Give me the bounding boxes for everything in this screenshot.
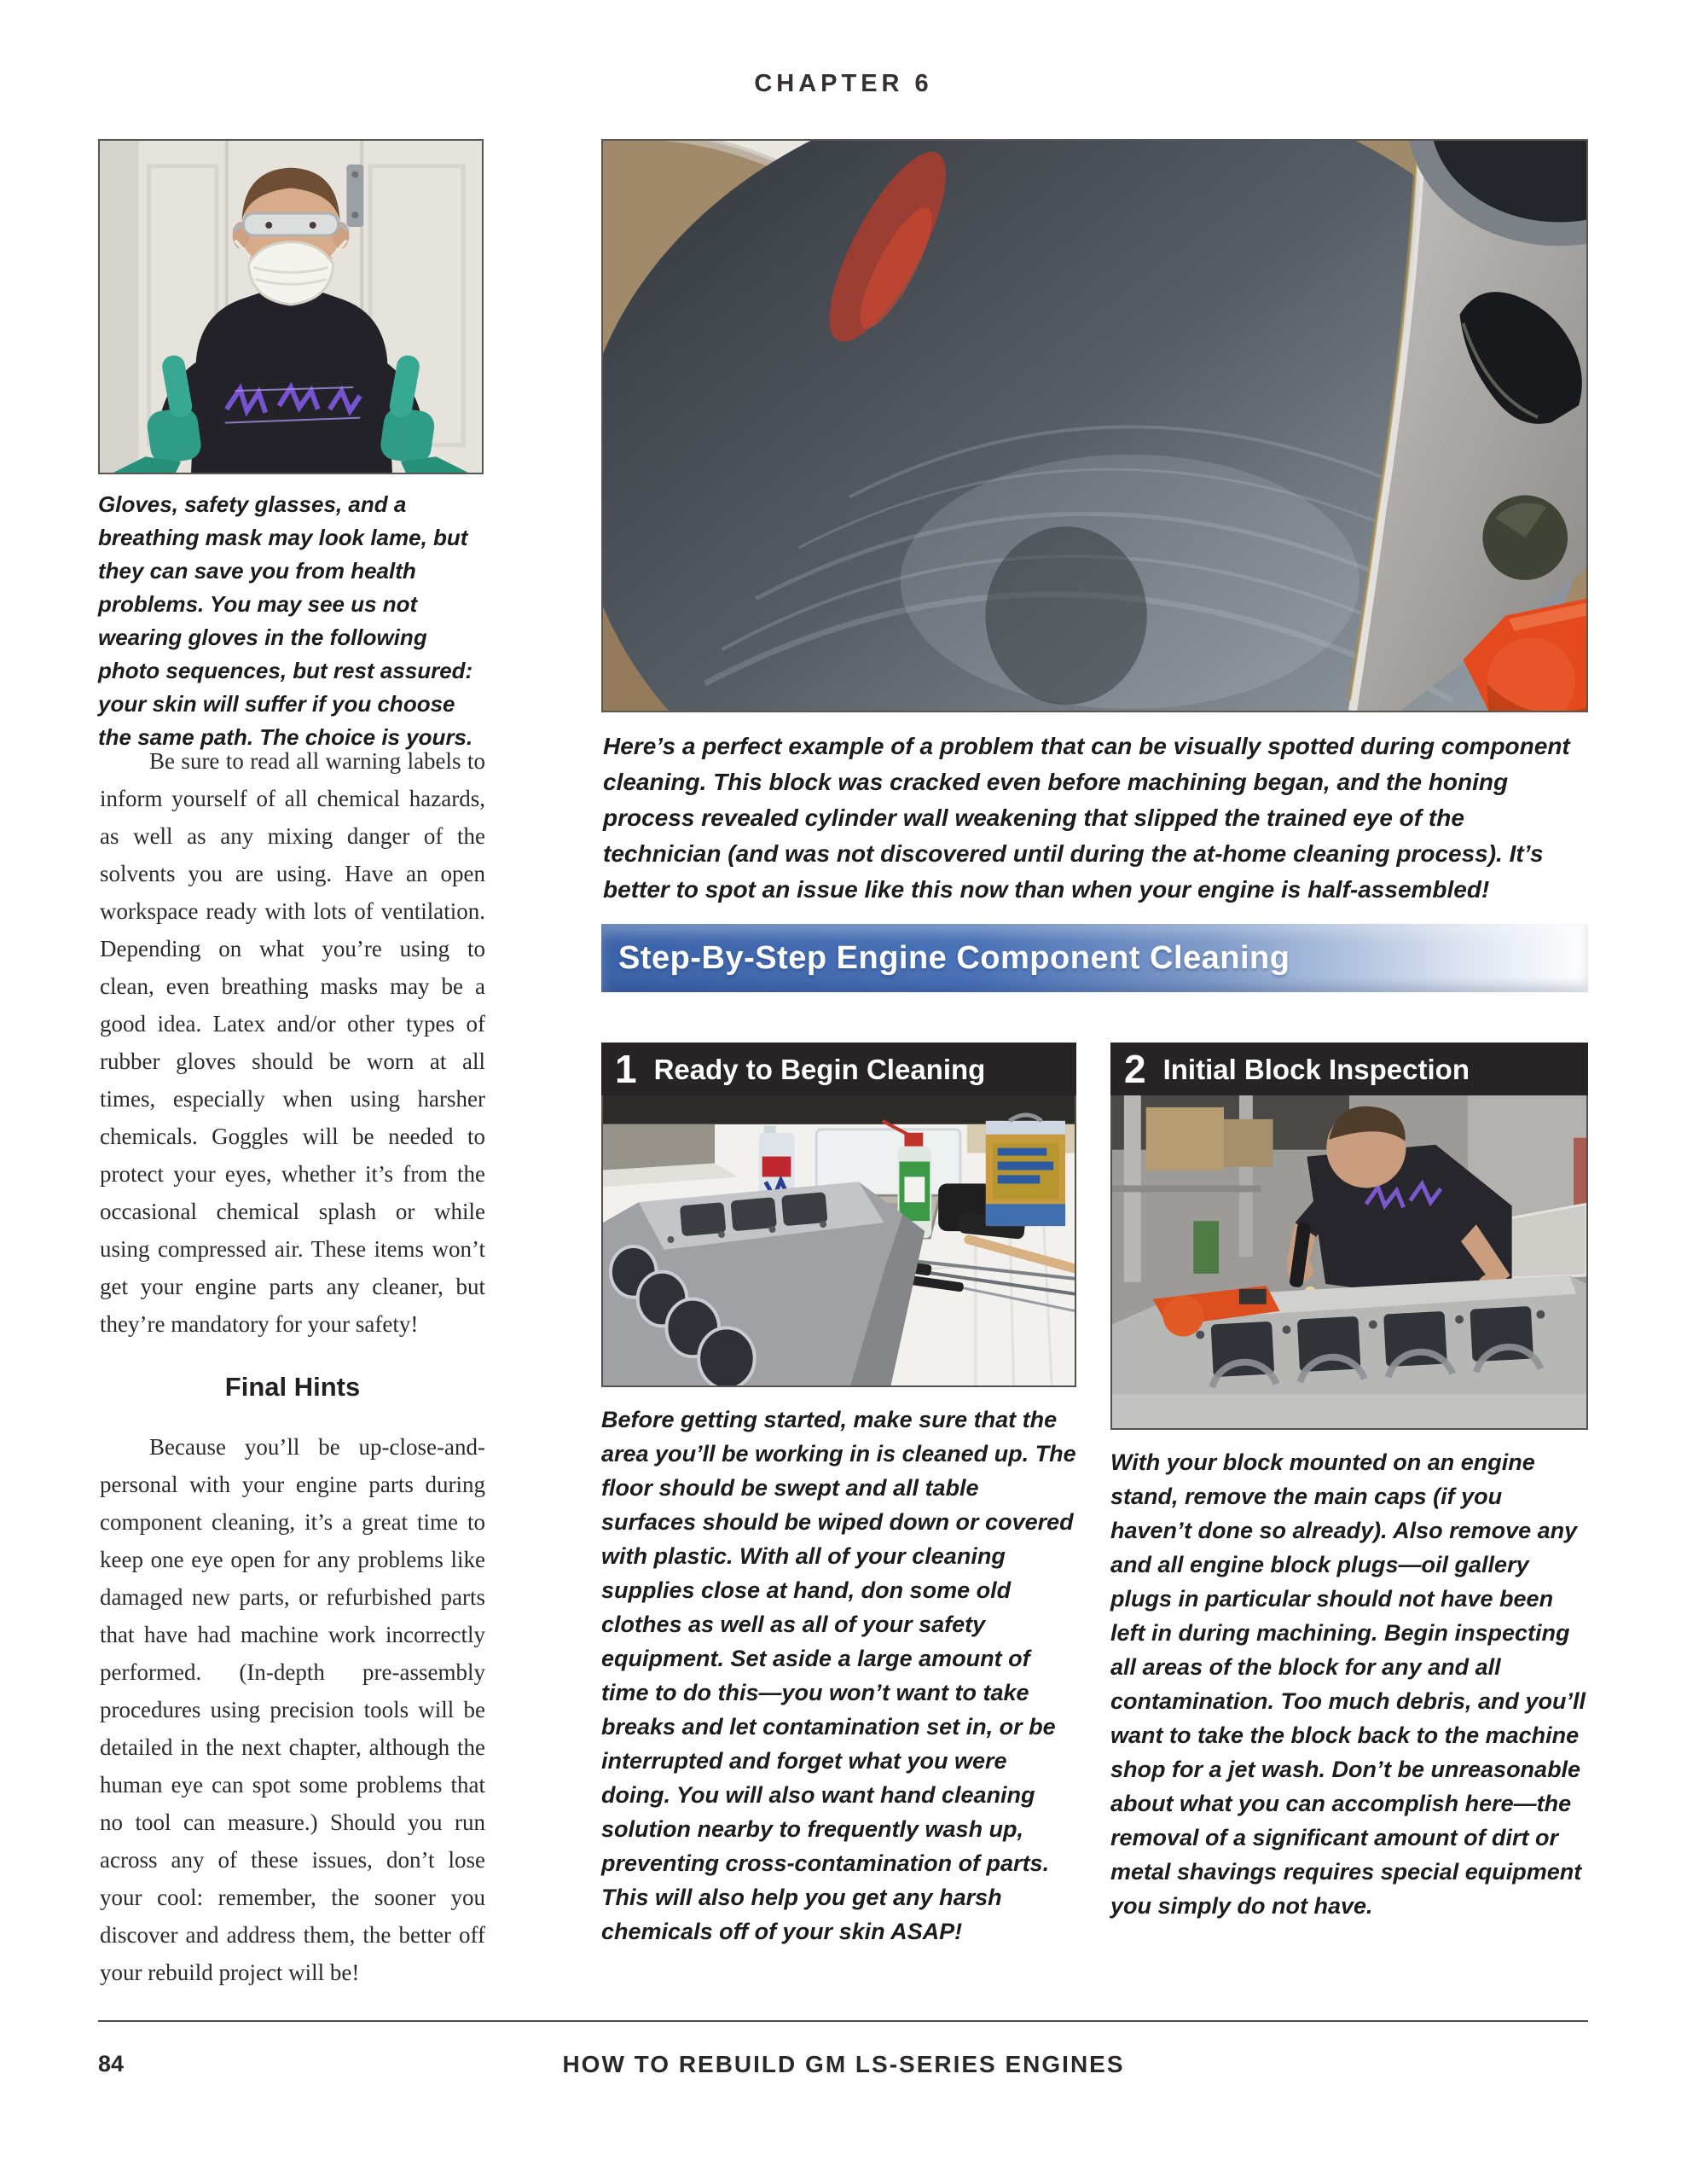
safety-gear-illustration (100, 141, 482, 473)
step-2-title: Initial Block Inspection (1162, 1053, 1470, 1085)
footer-page-number: 84 (98, 2051, 125, 2077)
block-inspection-photo (1110, 1095, 1588, 1430)
cylinder-bore-illustration (603, 141, 1586, 711)
step-1-caption: Before getting started, make sure that the area you’ll be working in is cleaned up. The floor should be swept and all table surfaces should be wiped down or covered with plastic. With all of your cleaning supplies close at hand, don some old clothes as well as all of your safety equipment. Set aside a large amount of time to do this—you won’t want to take breaks and let contamination set in, or be interrupted and forget what you were doing. You will also want hand cleaning solution nearby to frequently wash up, preventing cross-contamination of parts. This will also help you get any harsh chemicals off of your skin ASAP! (601, 1407, 1076, 1944)
section-banner-title: Step-By-Step Engine Component Cleaning (618, 939, 1290, 976)
final-hints-heading: Final Hints (224, 1372, 361, 1402)
step-2-number: 2 (1124, 1047, 1146, 1091)
cylinder-bore-photo (601, 139, 1588, 712)
paragraph-final-hints: Because you’ll be up-close-and-personal with your engine parts during component cleaning, it’s a great time to keep one eye open for any problems like damaged new parts, or refurbished parts that have had machine work incorrectly performed. (In-depth pre-assembly procedures using precision tools will be detailed in the next chapter, although the human eye can spot some problems that no tool can measure.) Should you run across any of these issues, don’t lose your cool: remember, the sooner you discover and address them, the better off your rebuild project will be! (100, 1434, 485, 1985)
step-card-1 (601, 1043, 1076, 1949)
footer-rule (98, 2020, 1588, 2022)
step-2-caption: With your block mounted on an engine stand, remove the main caps (if you haven’t done so already). Also remove any and all engine block plugs—oil gallery plugs in particular should not have been left in during machining. Begin inspecting all areas of the block for any and all contamination. Too much debris, and you’ll want to take the block back to the machine shop for a jet wash. Don’t be unreasonable about what you can accomplish here—the removal of a significant amount of dirt or metal shavings requires special equipment you simply do not have. (1110, 1449, 1586, 1919)
paragraph-warning-labels: Be sure to read all warning labels to inform yourself of all chemical hazards, as well as any mixing danger of the solvents you are using. Have an open workspace ready with lots of ventilation. Depending on what you’re using to clean, even breathing masks may be a good idea. Latex and/or other types of rubber gloves should be worn at all times, especially when using harsher chemicals. Goggles will be needed to protect your eyes, whether it’s from the occasional chemical splash or while using compressed air. These items won’t get your engine parts any cleaner, but they’re mandatory for your safety! (100, 748, 485, 1337)
safety-gear-caption: Gloves, safety glasses, and a breathing mask may look lame, but they can save you from health problems. You may see us not wearing gloves in the following photo sequences, but rest assured: your skin will suffer if you choose the same path. The choice is yours. (98, 491, 473, 750)
footer-book-title: HOW TO REBUILD GM LS-SERIES ENGINES (562, 2051, 1125, 2077)
step-1-header (601, 1043, 1076, 1095)
step-1-title: Ready to Begin Cleaning (653, 1053, 986, 1085)
step-1-number: 1 (615, 1047, 637, 1091)
block-inspection-illustration (1112, 1095, 1586, 1428)
cleaning-supplies-photo (601, 1095, 1076, 1387)
step-2-header (1110, 1043, 1588, 1095)
cylinder-bore-caption: Here’s a perfect example of a problem that can be visually spotted during component cleaning. This block was cracked even before machining began, and the honing process revealed cylinder wall weakening that slipped the trained eye of the technician (and was not discovered until during the at-home cleaning process). It’s better to spot an issue like this now than when your engine is half-assembled! (603, 733, 1570, 903)
section-banner (601, 924, 1588, 992)
chapter-header: CHAPTER 6 (754, 70, 933, 97)
cleaning-supplies-illustration (603, 1095, 1075, 1385)
safety-gear-photo (98, 139, 484, 474)
step-cards (601, 1043, 1588, 1949)
left-text-column (100, 742, 485, 1991)
step-card-2 (1110, 1043, 1588, 1949)
